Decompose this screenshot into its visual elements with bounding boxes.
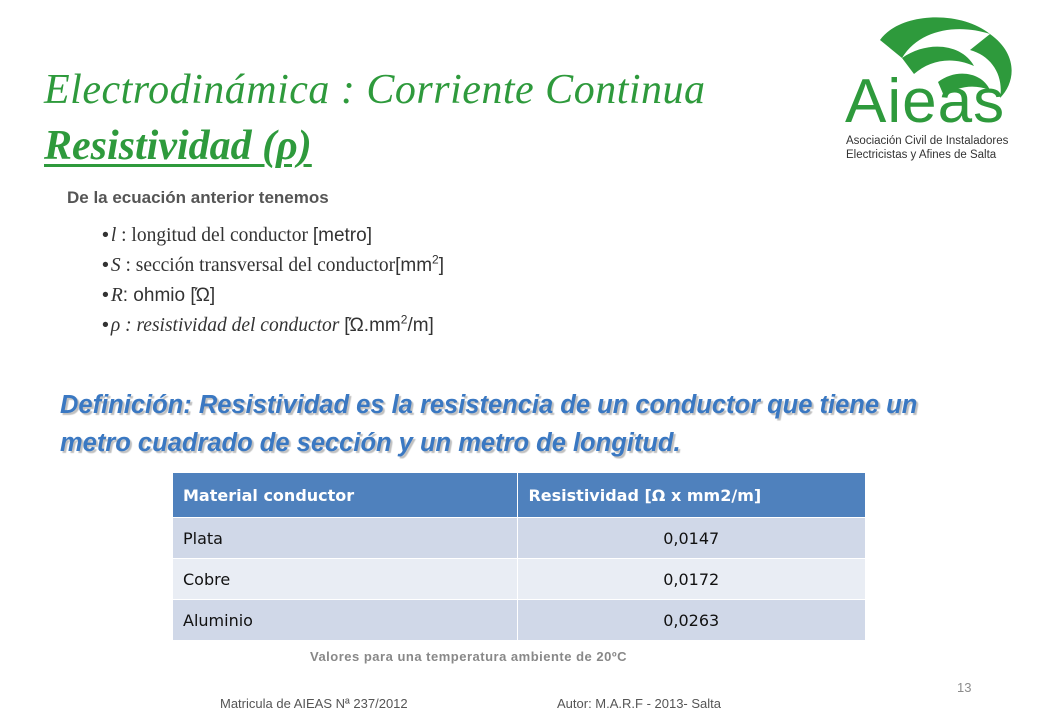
column-header-material: Material conductor <box>173 473 518 518</box>
table-row <box>173 559 866 600</box>
unit-exponent: 2 <box>432 252 439 267</box>
resistivity-table <box>172 472 866 641</box>
variable-list <box>102 220 444 340</box>
list-item: • R: ohmio [Ώ] <box>102 284 216 306</box>
unit-suffix: ] <box>438 255 445 276</box>
footer-registration: Matricula de AIEAS Nª 237/2012 <box>220 696 408 711</box>
variable-description: : ohmio [Ώ] <box>122 285 216 306</box>
logo-subtitle-line: Asociación Civil de Instaladores <box>846 135 1009 147</box>
temperature-note: Valores para una temperatura ambiente de 20ºC <box>310 649 627 664</box>
unit-exponent: 2 <box>400 312 408 327</box>
resistivity-cell: 0,0263 <box>518 600 866 641</box>
variable-symbol: R <box>110 285 123 306</box>
variable-unit: [metro] <box>312 225 372 246</box>
list-item: • S : sección transversal del $conductor[mm^2]$ <box>102 252 445 276</box>
list-item: • l : longitud del conductor [metro] <box>102 224 372 246</box>
table-row <box>173 518 866 559</box>
logo-subtitle <box>846 134 1008 162</box>
footer-author: Autor: M.A.R.F - 2013- Salta <box>557 696 722 711</box>
table-row <box>173 600 866 641</box>
variable-description: : resistividad del conductor <box>120 315 345 336</box>
definition-text: Definición: Resistividad es la resistencia de un conductor que tiene un metro cuadrado de sección y un metro de longitud. <box>60 391 918 457</box>
material-cell: Aluminio <box>173 600 518 641</box>
slide-title: Electrodinámica : Corriente Continua <box>44 67 706 113</box>
variable-description: : longitud del conductor <box>116 225 313 246</box>
unit-base: [Ώ.mm <box>344 315 401 336</box>
intro-text: De la ecuación anterior tenemos <box>67 188 329 207</box>
variable-symbol: ρ <box>110 315 121 336</box>
material-cell: Cobre <box>173 559 518 600</box>
unit-suffix: /m] <box>407 315 434 336</box>
material-cell: Plata <box>173 518 518 559</box>
unit-base: [mm <box>395 255 433 276</box>
resistivity-cell: 0,0147 <box>518 518 866 559</box>
logo-wordmark: Aieas <box>845 67 1006 136</box>
resistivity-cell: 0,0172 <box>518 559 866 600</box>
variable-description: : sección transversal del conductor <box>120 255 396 276</box>
slide-subtitle: Resistividad (ρ) <box>44 123 312 169</box>
list-item: • ρ : resistividad del conductor $[Ώ.mm^2/m]$ <box>102 312 434 336</box>
variable-symbol: l <box>110 225 117 246</box>
variable-unit <box>344 312 434 336</box>
table-header-row <box>173 473 866 518</box>
variable-unit <box>395 252 445 276</box>
column-header-resistivity: Resistividad [Ω x mm2/m] <box>518 473 866 518</box>
logo-subtitle-line: Electricistas y Afines de Salta <box>846 149 997 161</box>
page-number: 13 <box>957 680 972 695</box>
variable-symbol: S <box>110 255 121 276</box>
